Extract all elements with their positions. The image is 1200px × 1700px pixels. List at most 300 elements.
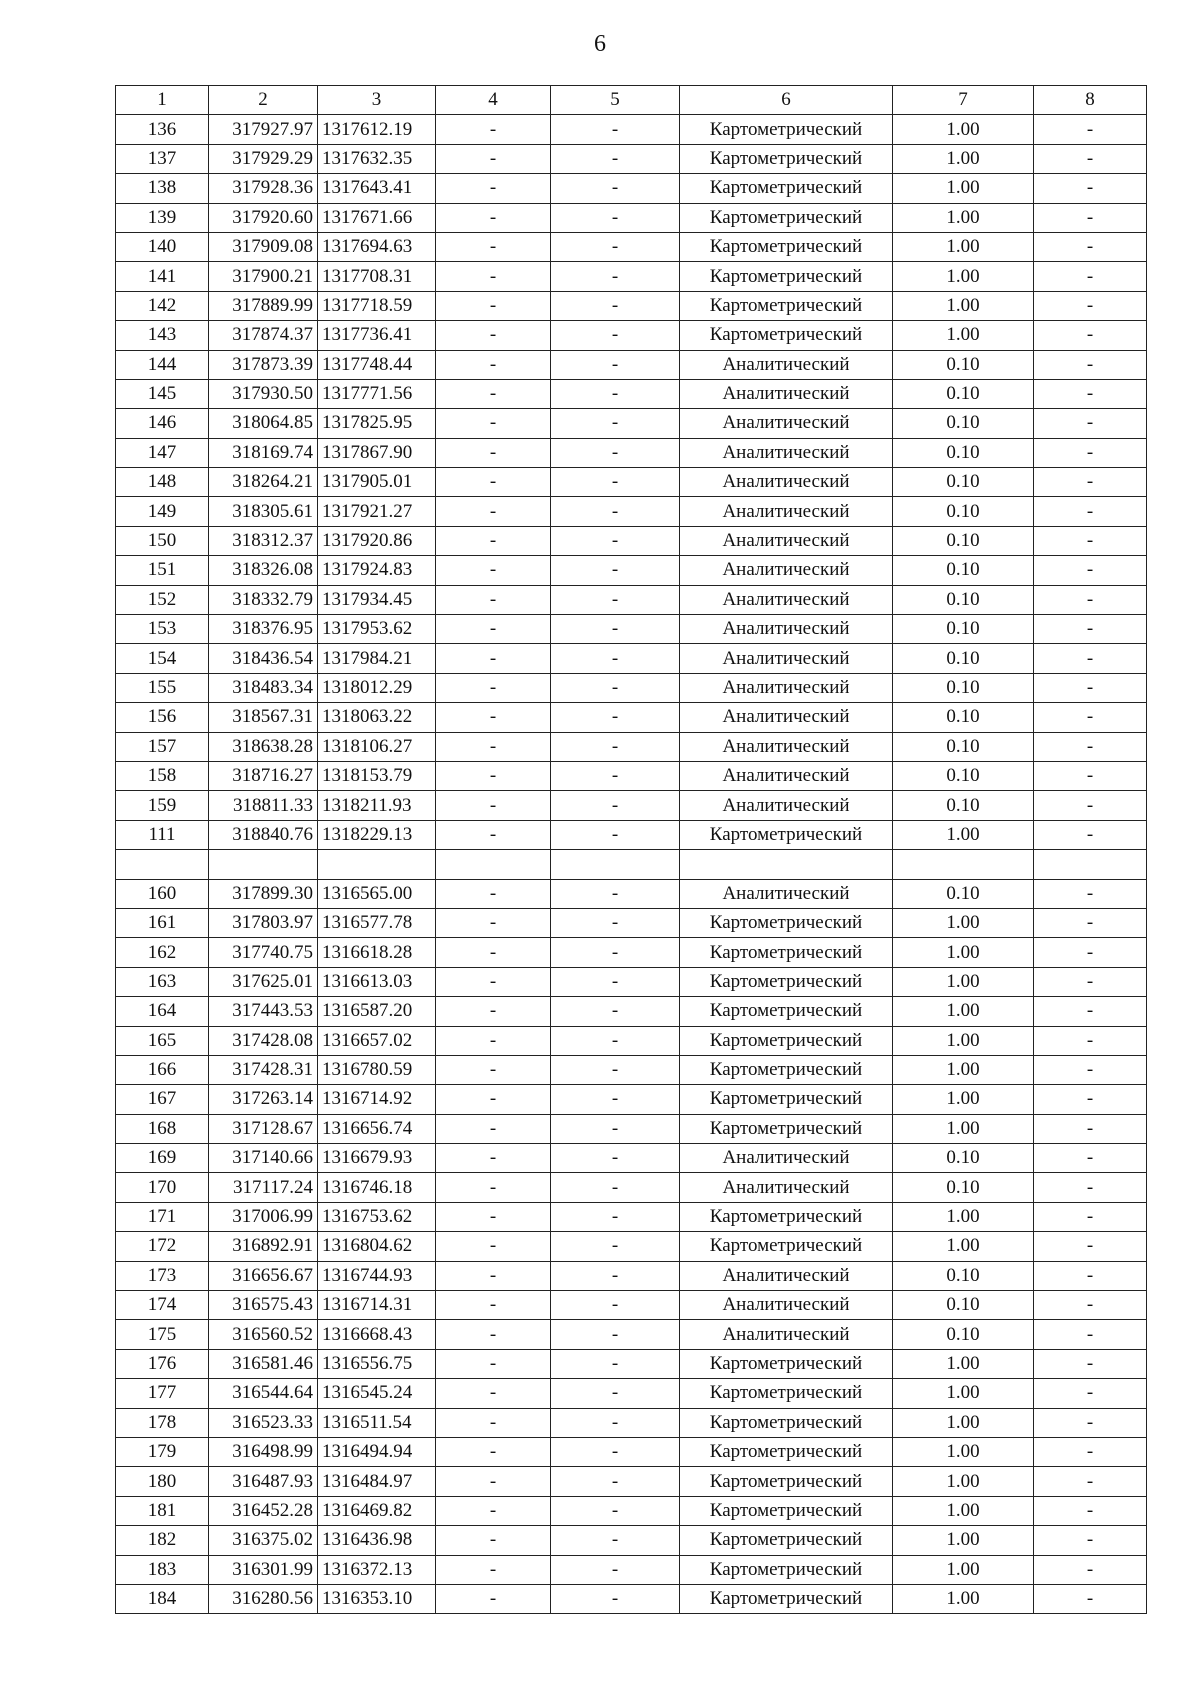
point-number-cell: 139 [116, 203, 209, 232]
method-cell: Аналитический [680, 732, 893, 761]
x-coordinate-cell: 316575.43 [209, 1291, 318, 1320]
col5-value-cell: - [551, 1026, 680, 1055]
accuracy-cell: 1.00 [893, 1085, 1034, 1114]
col4-value-cell: - [436, 174, 551, 203]
col5-value-cell: - [551, 967, 680, 996]
col8-value-cell: - [1034, 379, 1147, 408]
col5-value-cell: - [551, 938, 680, 967]
method-cell: Картометрический [680, 232, 893, 261]
accuracy-cell: 1.00 [893, 1114, 1034, 1143]
table-row [116, 1202, 1147, 1231]
col8-value-cell: - [1034, 1320, 1147, 1349]
table-row [116, 350, 1147, 379]
col8-value-cell: - [1034, 144, 1147, 173]
point-number-cell: 157 [116, 732, 209, 761]
point-number-cell: 136 [116, 115, 209, 144]
point-number-cell: 137 [116, 144, 209, 173]
x-coordinate-cell: 316656.67 [209, 1261, 318, 1290]
method-cell: Картометрический [680, 1526, 893, 1555]
y-coordinate-cell: 1316656.74 [318, 1114, 436, 1143]
y-coordinate-cell: 1316565.00 [318, 879, 436, 908]
col4-value-cell: - [436, 468, 551, 497]
accuracy-cell: 0.10 [893, 526, 1034, 555]
col8-value-cell: - [1034, 1379, 1147, 1408]
table-row [116, 1555, 1147, 1584]
table-row [116, 1114, 1147, 1143]
x-coordinate-cell: 318567.31 [209, 703, 318, 732]
col8-value-cell: - [1034, 174, 1147, 203]
accuracy-cell: 1.00 [893, 1437, 1034, 1466]
table-row [116, 997, 1147, 1026]
y-coordinate-cell: 1316436.98 [318, 1526, 436, 1555]
col5-value-cell: - [551, 1555, 680, 1584]
table-row [116, 1467, 1147, 1496]
accuracy-cell [893, 850, 1034, 879]
x-coordinate-cell: 316487.93 [209, 1467, 318, 1496]
table-row [116, 791, 1147, 820]
point-number-cell: 159 [116, 791, 209, 820]
x-coordinate-cell: 317803.97 [209, 908, 318, 937]
col5-value-cell: - [551, 879, 680, 908]
col5-value-cell: - [551, 144, 680, 173]
accuracy-cell: 1.00 [893, 291, 1034, 320]
col5-value-cell: - [551, 1467, 680, 1496]
y-coordinate-cell: 1316744.93 [318, 1261, 436, 1290]
method-cell: Картометрический [680, 1232, 893, 1261]
x-coordinate-cell: 317874.37 [209, 321, 318, 350]
col8-value-cell: - [1034, 585, 1147, 614]
point-number-cell: 183 [116, 1555, 209, 1584]
col4-value-cell: - [436, 703, 551, 732]
table-row [116, 938, 1147, 967]
point-number-cell: 143 [116, 321, 209, 350]
x-coordinate-cell: 317443.53 [209, 997, 318, 1026]
y-coordinate-cell: 1316511.54 [318, 1408, 436, 1437]
y-coordinate-cell: 1316679.93 [318, 1144, 436, 1173]
col5-value-cell: - [551, 1055, 680, 1084]
col8-value-cell: - [1034, 468, 1147, 497]
x-coordinate-cell: 317117.24 [209, 1173, 318, 1202]
col5-value-cell: - [551, 350, 680, 379]
table-row [116, 879, 1147, 908]
point-number-cell: 175 [116, 1320, 209, 1349]
col4-value-cell: - [436, 1496, 551, 1525]
y-coordinate-cell: 1318153.79 [318, 761, 436, 790]
point-number-cell: 155 [116, 673, 209, 702]
col8-value-cell: - [1034, 1026, 1147, 1055]
method-cell: Аналитический [680, 585, 893, 614]
accuracy-cell: 0.10 [893, 791, 1034, 820]
table-row [116, 115, 1147, 144]
point-number-cell: 161 [116, 908, 209, 937]
col8-value-cell: - [1034, 908, 1147, 937]
x-coordinate-cell: 318483.34 [209, 673, 318, 702]
method-cell: Картометрический [680, 1555, 893, 1584]
accuracy-cell: 1.00 [893, 1026, 1034, 1055]
accuracy-cell: 1.00 [893, 1232, 1034, 1261]
col8-value-cell: - [1034, 1526, 1147, 1555]
col8-value-cell: - [1034, 1085, 1147, 1114]
point-number-cell: 163 [116, 967, 209, 996]
col8-value-cell: - [1034, 673, 1147, 702]
table-row [116, 232, 1147, 261]
accuracy-cell: 0.10 [893, 379, 1034, 408]
point-number-cell: 158 [116, 761, 209, 790]
method-cell: Картометрический [680, 115, 893, 144]
accuracy-cell: 0.10 [893, 1320, 1034, 1349]
x-coordinate-cell: 316544.64 [209, 1379, 318, 1408]
method-cell: Картометрический [680, 820, 893, 849]
col5-value-cell: - [551, 203, 680, 232]
col4-value-cell: - [436, 1261, 551, 1290]
table-row [116, 556, 1147, 585]
x-coordinate-cell: 317889.99 [209, 291, 318, 320]
col8-value-cell: - [1034, 1261, 1147, 1290]
col4-value-cell: - [436, 556, 551, 585]
col5-value-cell: - [551, 1349, 680, 1378]
col4-value-cell: - [436, 673, 551, 702]
accuracy-cell: 0.10 [893, 703, 1034, 732]
col8-value-cell: - [1034, 879, 1147, 908]
method-cell: Картометрический [680, 1026, 893, 1055]
point-number-cell: 146 [116, 409, 209, 438]
accuracy-cell: 1.00 [893, 144, 1034, 173]
point-number-cell: 140 [116, 232, 209, 261]
point-number-cell: 165 [116, 1026, 209, 1055]
y-coordinate-cell: 1316545.24 [318, 1379, 436, 1408]
col5-value-cell: - [551, 1320, 680, 1349]
accuracy-cell: 1.00 [893, 1467, 1034, 1496]
method-cell: Картометрический [680, 174, 893, 203]
y-coordinate-cell: 1317632.35 [318, 144, 436, 173]
accuracy-cell: 1.00 [893, 938, 1034, 967]
col5-value-cell: - [551, 1584, 680, 1613]
method-cell: Картометрический [680, 997, 893, 1026]
col8-value-cell: - [1034, 1555, 1147, 1584]
col5-value-cell: - [551, 908, 680, 937]
point-number-cell: 152 [116, 585, 209, 614]
col4-value-cell: - [436, 1055, 551, 1084]
table-row [116, 526, 1147, 555]
col4-value-cell: - [436, 1144, 551, 1173]
accuracy-cell: 0.10 [893, 585, 1034, 614]
y-coordinate-cell: 1316587.20 [318, 997, 436, 1026]
point-number-cell: 169 [116, 1144, 209, 1173]
col4-value-cell: - [436, 497, 551, 526]
method-cell: Аналитический [680, 703, 893, 732]
col4-value-cell: - [436, 908, 551, 937]
y-coordinate-cell: 1316577.78 [318, 908, 436, 937]
method-cell: Аналитический [680, 468, 893, 497]
y-coordinate-cell: 1318012.29 [318, 673, 436, 702]
point-number-cell: 173 [116, 1261, 209, 1290]
table-row [116, 644, 1147, 673]
x-coordinate-cell: 318264.21 [209, 468, 318, 497]
col5-value-cell: - [551, 526, 680, 555]
column-header-1: 1 [116, 86, 209, 115]
y-coordinate-cell: 1317905.01 [318, 468, 436, 497]
col4-value-cell: - [436, 644, 551, 673]
col4-value-cell: - [436, 1408, 551, 1437]
table-row [116, 321, 1147, 350]
y-coordinate-cell: 1316353.10 [318, 1584, 436, 1613]
accuracy-cell: 0.10 [893, 644, 1034, 673]
point-number-cell: 170 [116, 1173, 209, 1202]
accuracy-cell: 1.00 [893, 1408, 1034, 1437]
accuracy-cell: 0.10 [893, 615, 1034, 644]
y-coordinate-cell: 1317671.66 [318, 203, 436, 232]
col5-value-cell: - [551, 615, 680, 644]
method-cell: Картометрический [680, 1085, 893, 1114]
table-row [116, 732, 1147, 761]
y-coordinate-cell: 1316613.03 [318, 967, 436, 996]
method-cell: Картометрический [680, 967, 893, 996]
y-coordinate-cell: 1316780.59 [318, 1055, 436, 1084]
x-coordinate-cell: 318326.08 [209, 556, 318, 585]
method-cell: Картометрический [680, 1408, 893, 1437]
col5-value-cell: - [551, 497, 680, 526]
x-coordinate-cell: 317625.01 [209, 967, 318, 996]
x-coordinate-cell: 318436.54 [209, 644, 318, 673]
method-cell: Картометрический [680, 262, 893, 291]
method-cell: Аналитический [680, 556, 893, 585]
method-cell: Аналитический [680, 615, 893, 644]
col8-value-cell: - [1034, 1232, 1147, 1261]
x-coordinate-cell: 317873.39 [209, 350, 318, 379]
x-coordinate-cell: 317899.30 [209, 879, 318, 908]
col8-value-cell: - [1034, 556, 1147, 585]
table-row [116, 908, 1147, 937]
y-coordinate-cell: 1316657.02 [318, 1026, 436, 1055]
col5-value-cell: - [551, 997, 680, 1026]
col8-value-cell: - [1034, 1467, 1147, 1496]
point-number-cell: 149 [116, 497, 209, 526]
x-coordinate-cell: 317929.29 [209, 144, 318, 173]
col5-value-cell: - [551, 1408, 680, 1437]
column-header-2: 2 [209, 86, 318, 115]
col5-value-cell: - [551, 321, 680, 350]
y-coordinate-cell: 1316372.13 [318, 1555, 436, 1584]
col8-value-cell: - [1034, 203, 1147, 232]
table-row [116, 1232, 1147, 1261]
table-row [116, 1349, 1147, 1378]
col4-value-cell: - [436, 1085, 551, 1114]
accuracy-cell: 0.10 [893, 409, 1034, 438]
y-coordinate-cell: 1316714.31 [318, 1291, 436, 1320]
col5-value-cell: - [551, 1173, 680, 1202]
col4-value-cell: - [436, 1114, 551, 1143]
table-row [116, 1055, 1147, 1084]
x-coordinate-cell: 316560.52 [209, 1320, 318, 1349]
col4-value-cell: - [436, 1349, 551, 1378]
accuracy-cell: 1.00 [893, 908, 1034, 937]
accuracy-cell: 0.10 [893, 468, 1034, 497]
x-coordinate-cell: 318312.37 [209, 526, 318, 555]
table-row [116, 1291, 1147, 1320]
accuracy-cell: 1.00 [893, 262, 1034, 291]
col5-value-cell: - [551, 262, 680, 291]
point-number-cell: 111 [116, 820, 209, 849]
col4-value-cell: - [436, 291, 551, 320]
col4-value-cell: - [436, 379, 551, 408]
table-row [116, 1584, 1147, 1613]
col8-value-cell: - [1034, 997, 1147, 1026]
coordinates-table [115, 85, 1147, 1614]
accuracy-cell: 1.00 [893, 1379, 1034, 1408]
y-coordinate-cell: 1317984.21 [318, 644, 436, 673]
point-number-cell: 148 [116, 468, 209, 497]
accuracy-cell: 0.10 [893, 732, 1034, 761]
col4-value-cell: - [436, 1291, 551, 1320]
table-row [116, 703, 1147, 732]
col4-value-cell: - [436, 1232, 551, 1261]
col5-value-cell: - [551, 1114, 680, 1143]
x-coordinate-cell: 317930.50 [209, 379, 318, 408]
method-cell: Картометрический [680, 1055, 893, 1084]
col5-value-cell: - [551, 438, 680, 467]
method-cell: Аналитический [680, 409, 893, 438]
col4-value-cell: - [436, 115, 551, 144]
col4-value-cell: - [436, 1379, 551, 1408]
col8-value-cell: - [1034, 1584, 1147, 1613]
x-coordinate-cell: 317263.14 [209, 1085, 318, 1114]
x-coordinate-cell: 317928.36 [209, 174, 318, 203]
method-cell: Картометрический [680, 203, 893, 232]
column-header-7: 7 [893, 86, 1034, 115]
method-cell: Аналитический [680, 526, 893, 555]
point-number-cell: 174 [116, 1291, 209, 1320]
method-cell: Картометрический [680, 1379, 893, 1408]
col8-value-cell: - [1034, 321, 1147, 350]
table-row [116, 1261, 1147, 1290]
method-cell: Аналитический [680, 1173, 893, 1202]
method-cell: Аналитический [680, 497, 893, 526]
table-row [116, 1496, 1147, 1525]
method-cell: Аналитический [680, 1291, 893, 1320]
table-row [116, 761, 1147, 790]
point-number-cell: 176 [116, 1349, 209, 1378]
col5-value-cell: - [551, 732, 680, 761]
col5-value-cell: - [551, 1379, 680, 1408]
accuracy-cell: 0.10 [893, 1261, 1034, 1290]
col8-value-cell: - [1034, 115, 1147, 144]
accuracy-cell: 1.00 [893, 232, 1034, 261]
x-coordinate-cell: 317740.75 [209, 938, 318, 967]
method-cell: Картометрический [680, 144, 893, 173]
point-number-cell: 160 [116, 879, 209, 908]
col4-value-cell: - [436, 526, 551, 555]
col8-value-cell: - [1034, 1114, 1147, 1143]
col4-value-cell: - [436, 262, 551, 291]
col8-value-cell: - [1034, 262, 1147, 291]
column-header-4: 4 [436, 86, 551, 115]
method-cell: Картометрический [680, 908, 893, 937]
y-coordinate-cell: 1317920.86 [318, 526, 436, 555]
col8-value-cell: - [1034, 350, 1147, 379]
y-coordinate-cell: 1317708.31 [318, 262, 436, 291]
x-coordinate-cell: 318305.61 [209, 497, 318, 526]
x-coordinate-cell: 318811.33 [209, 791, 318, 820]
y-coordinate-cell [318, 850, 436, 879]
col5-value-cell [551, 850, 680, 879]
col5-value-cell: - [551, 1291, 680, 1320]
col8-value-cell: - [1034, 526, 1147, 555]
column-header-8: 8 [1034, 86, 1147, 115]
y-coordinate-cell: 1317718.59 [318, 291, 436, 320]
col4-value-cell: - [436, 1173, 551, 1202]
col8-value-cell: - [1034, 615, 1147, 644]
x-coordinate-cell: 316301.99 [209, 1555, 318, 1584]
x-coordinate-cell: 317920.60 [209, 203, 318, 232]
col5-value-cell: - [551, 232, 680, 261]
table-row [116, 1320, 1147, 1349]
col8-value-cell: - [1034, 1496, 1147, 1525]
point-number-cell: 168 [116, 1114, 209, 1143]
col4-value-cell: - [436, 1555, 551, 1584]
method-cell: Картометрический [680, 1496, 893, 1525]
x-coordinate-cell: 318716.27 [209, 761, 318, 790]
point-number-cell: 180 [116, 1467, 209, 1496]
y-coordinate-cell: 1316556.75 [318, 1349, 436, 1378]
accuracy-cell: 0.10 [893, 497, 1034, 526]
x-coordinate-cell: 316375.02 [209, 1526, 318, 1555]
x-coordinate-cell: 318169.74 [209, 438, 318, 467]
x-coordinate-cell: 318840.76 [209, 820, 318, 849]
y-coordinate-cell: 1317934.45 [318, 585, 436, 614]
y-coordinate-cell: 1316668.43 [318, 1320, 436, 1349]
col4-value-cell: - [436, 1526, 551, 1555]
col5-value-cell: - [551, 585, 680, 614]
col4-value-cell: - [436, 997, 551, 1026]
table-row [116, 1408, 1147, 1437]
point-number-cell: 178 [116, 1408, 209, 1437]
method-cell: Картометрический [680, 321, 893, 350]
method-cell: Аналитический [680, 761, 893, 790]
col5-value-cell: - [551, 673, 680, 702]
col5-value-cell: - [551, 644, 680, 673]
x-coordinate-cell: 316498.99 [209, 1437, 318, 1466]
table-row [116, 1526, 1147, 1555]
col5-value-cell: - [551, 174, 680, 203]
y-coordinate-cell: 1317921.27 [318, 497, 436, 526]
col8-value-cell: - [1034, 820, 1147, 849]
point-number-cell: 182 [116, 1526, 209, 1555]
col8-value-cell: - [1034, 1437, 1147, 1466]
col4-value-cell [436, 850, 551, 879]
col8-value-cell: - [1034, 291, 1147, 320]
method-cell: Аналитический [680, 644, 893, 673]
x-coordinate-cell: 317140.66 [209, 1144, 318, 1173]
accuracy-cell: 0.10 [893, 1144, 1034, 1173]
col5-value-cell: - [551, 115, 680, 144]
table-row [116, 1144, 1147, 1173]
col5-value-cell: - [551, 409, 680, 438]
accuracy-cell: 1.00 [893, 997, 1034, 1026]
method-cell [680, 850, 893, 879]
accuracy-cell: 0.10 [893, 1291, 1034, 1320]
col5-value-cell: - [551, 1496, 680, 1525]
col5-value-cell: - [551, 291, 680, 320]
table-row [116, 820, 1147, 849]
y-coordinate-cell: 1317825.95 [318, 409, 436, 438]
col5-value-cell: - [551, 1144, 680, 1173]
table-row [116, 203, 1147, 232]
col8-value-cell: - [1034, 732, 1147, 761]
accuracy-cell: 0.10 [893, 350, 1034, 379]
table-header [116, 86, 1147, 115]
col4-value-cell: - [436, 938, 551, 967]
col5-value-cell: - [551, 1437, 680, 1466]
